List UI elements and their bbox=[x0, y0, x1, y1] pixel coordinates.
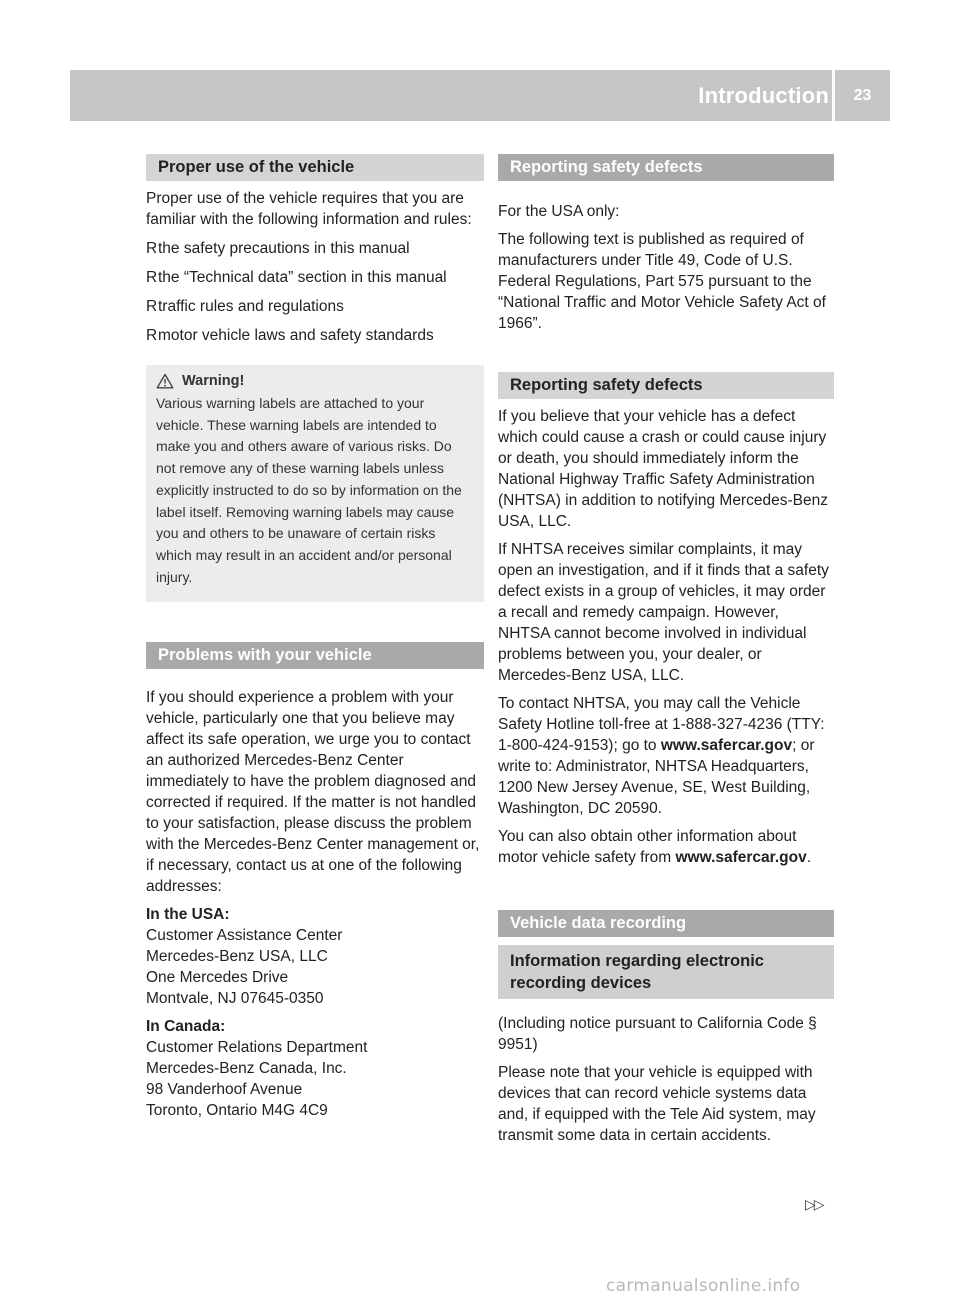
address-line: Customer Assistance Center bbox=[146, 927, 343, 945]
contact-paragraph bbox=[498, 693, 834, 819]
bullet-item bbox=[146, 238, 484, 259]
bullet-text: the safety precautions in this manual bbox=[158, 240, 410, 257]
contact-text: To contact NHTSA, you may call the Vehicle Safety Hotline toll-free at 1-888-327-4236 (TTY: 1-800-424-9153); go to bbox=[498, 695, 825, 754]
bullet-text: traffic rules and regulations bbox=[158, 298, 344, 315]
page-number: 23 bbox=[853, 86, 872, 104]
heading-proper-use: Proper use of the vehicle bbox=[146, 154, 484, 181]
publication-notice: The following text is published as required of manufacturers under Title 49, Code of U.S. Federal Regulations, Part 575 pursuant to the “National Traffic and Motor Vehicle Safety Act of 1966”. bbox=[498, 231, 826, 332]
warning-text: Various warning labels are attached to your vehicle. These warning labels are intended to make you and others aware of various risks. Do not remove any of these warning labels unless explicitly instructed to do so by information on the label itself. Removing warning labels may cause you and others to be unaware of certain risks which may result in an accident and/or personal injury. bbox=[156, 395, 462, 585]
warning-box bbox=[146, 365, 484, 602]
canada-address bbox=[146, 1016, 484, 1121]
contact-address: ; or write to: Administrator, NHTSA Headquarters, 1200 New Jersey Avenue, SE, West Building, Washington, DC 20590. bbox=[498, 737, 815, 817]
warning-header bbox=[156, 373, 474, 389]
usa-only-text: For the USA only: bbox=[498, 203, 620, 220]
subheading-recording-devices: Information regarding electronic recording devices bbox=[498, 945, 834, 999]
investigation-paragraph: If NHTSA receives similar complaints, it may open an investigation, and if it finds that a safety defect exists in a group of vehicles, it may order a recall and remedy campaign. However, NHTSA cannot become involved in individual problems between you, your dealer, or Mercedes-Benz USA, LLC. bbox=[498, 541, 829, 684]
address-line: Mercedes-Benz Canada, Inc. bbox=[146, 1060, 347, 1078]
usa-address bbox=[146, 904, 484, 1009]
bullet-mark-icon: R bbox=[146, 269, 158, 286]
proper-use-intro: Proper use of the vehicle requires that you are familiar with the following information and rules: bbox=[146, 190, 472, 228]
address-line: One Mercedes Drive bbox=[146, 969, 289, 987]
watermark: carmanualsonline.info bbox=[606, 1276, 801, 1296]
canada-label: In Canada: bbox=[146, 1018, 226, 1036]
left-column bbox=[146, 154, 484, 1121]
bullet-text: motor vehicle laws and safety standards bbox=[158, 327, 434, 344]
warning-title: Warning! bbox=[182, 373, 245, 389]
address-line: Mercedes-Benz USA, LLC bbox=[146, 948, 328, 966]
address-line: Toronto, Ontario M4G 4C9 bbox=[146, 1102, 328, 1120]
bullet-item bbox=[146, 267, 484, 288]
address-line: Montvale, NJ 07645-0350 bbox=[146, 990, 324, 1008]
heading-vehicle-data: Vehicle data recording bbox=[498, 910, 834, 937]
bullet-mark-icon: R bbox=[146, 327, 158, 344]
bullet-text: the “Technical data” section in this manual bbox=[158, 269, 447, 286]
defect-paragraph: If you believe that your vehicle has a defect which could cause a crash or could cause injury or death, you should immediately inform the National Highway Traffic Safety Administration (NHTSA) in addition to notifying Mercedes-Benz USA, LLC. bbox=[498, 408, 828, 530]
right-column bbox=[498, 154, 834, 1146]
bullet-item bbox=[146, 325, 484, 346]
section-title: Introduction bbox=[698, 82, 829, 108]
continue-arrows-icon: ▷▷ bbox=[805, 1196, 823, 1212]
safercar-link[interactable]: www.safercar.gov bbox=[675, 849, 807, 866]
address-line: Customer Relations Department bbox=[146, 1039, 368, 1057]
bullet-item bbox=[146, 296, 484, 317]
address-line: 98 Vanderhoof Avenue bbox=[146, 1081, 303, 1099]
bullet-mark-icon: R bbox=[146, 240, 158, 257]
heading-reporting-2: Reporting safety defects bbox=[498, 372, 834, 399]
period: . bbox=[806, 849, 812, 866]
warning-triangle-icon bbox=[156, 373, 174, 389]
usa-label: In the USA: bbox=[146, 906, 230, 924]
recording-paragraph: Please note that your vehicle is equipped with devices that can record vehicle systems data and, if equipped with the Tele Aid system, may transmit some data in certain accidents. bbox=[498, 1064, 816, 1144]
bullet-mark-icon: R bbox=[146, 298, 158, 315]
california-notice: (Including notice pursuant to California Code § 9951) bbox=[498, 1015, 817, 1053]
heading-problems: Problems with your vehicle bbox=[146, 642, 484, 669]
more-info-paragraph bbox=[498, 826, 834, 868]
more-info-text: You can also obtain other information about motor vehicle safety from bbox=[498, 828, 797, 866]
safercar-link[interactable]: www.safercar.gov bbox=[660, 737, 793, 754]
problems-text: If you should experience a problem with your vehicle, particularly one that you believe may affect its safe operation, we urge you to contact an authorized Mercedes-Benz Center immediately to have the problem diagnosed and corrected if required. If the matter is not handled to your satisfaction, please discuss the problem with the Mercedes-Benz Center management or, if necessary, contact us at one of the following addresses: bbox=[146, 689, 480, 896]
heading-reporting-1: Reporting safety defects bbox=[498, 154, 834, 181]
